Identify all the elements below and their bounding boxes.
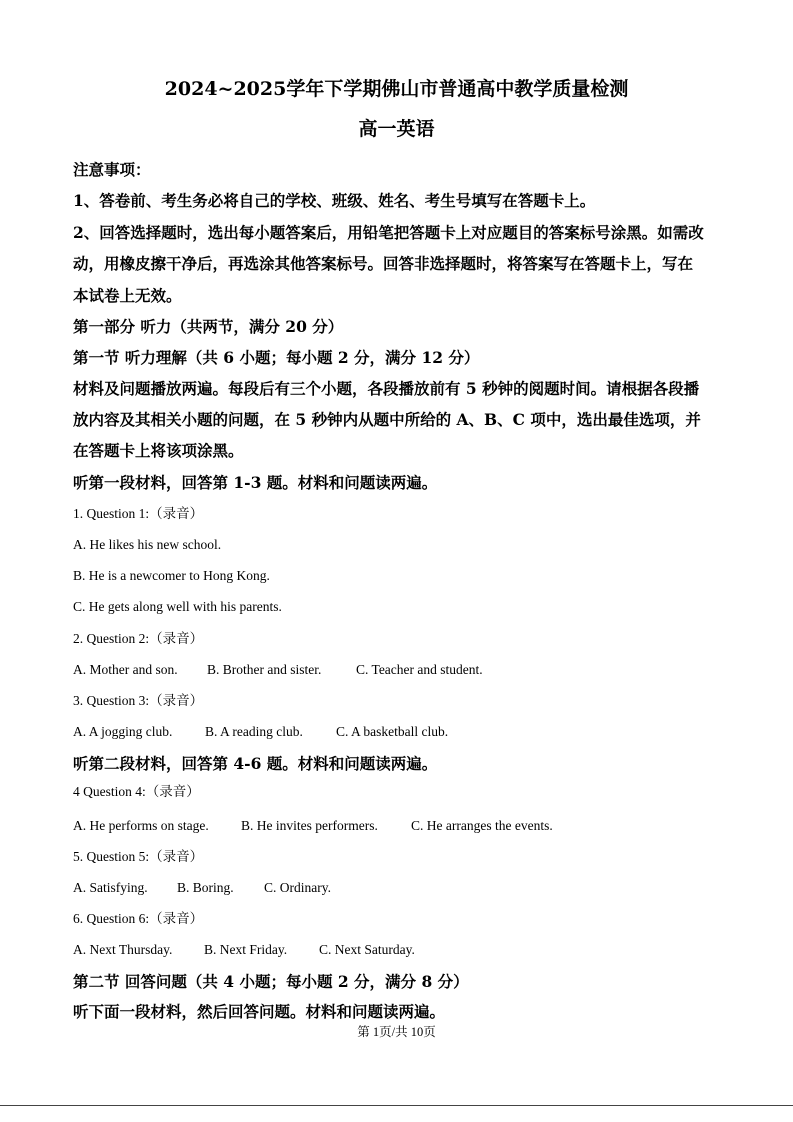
question-5-option-a: A. Satisfying.	[73, 880, 148, 895]
question-6-stem: 6. Question 6:（录音）	[73, 911, 204, 926]
question-6-option-a: A. Next Thursday.	[73, 942, 173, 957]
question-2-option-b: B. Brother and sister.	[207, 662, 322, 677]
question-1-option-c: C. He gets along well with his parents.	[73, 599, 282, 614]
question-2-option-c: C. Teacher and student.	[356, 662, 483, 677]
material2-heading: 听第二段材料，回答第 4-6 题。材料和问题读两遍。	[73, 754, 438, 773]
question-2-option-a: A. Mother and son.	[73, 662, 178, 677]
question-2-stem: 2. Question 2:（录音）	[73, 631, 204, 646]
question-5-stem: 5. Question 5:（录音）	[73, 849, 204, 864]
instructions-line-1: 材料及问题播放两遍。每段后有三个小题，各段播放前有 5 秒钟的阅题时间。请根据各段播	[73, 379, 700, 398]
question-3-options	[73, 725, 448, 739]
notice-item-1: 1、答卷前、考生务必将自己的学校、班级、姓名、考生号填写在答题卡上。	[73, 191, 596, 210]
exam-title: 2024~2025学年下学期佛山市普通高中教学质量检测	[164, 78, 629, 100]
question-5-option-b: B. Boring.	[177, 880, 234, 895]
notice-heading: 注意事项：	[73, 160, 151, 179]
section1-heading: 第一节 听力理解（共 6 小题；每小题 2 分，满分 12 分）	[73, 348, 480, 367]
question-4-option-c: C. He arranges the events.	[411, 818, 553, 833]
question-3-option-a: A. A jogging club.	[73, 724, 173, 739]
bottom-divider	[0, 1105, 793, 1106]
question-1-option-b: B. He is a newcomer to Hong Kong.	[73, 568, 270, 583]
question-1-option-a: A. He likes his new school.	[73, 537, 222, 552]
notice-item-2-line-2: 动，用橡皮擦干净后，再选涂其他答案标号。回答非选择题时，将答案写在答题卡上，写在	[73, 254, 694, 273]
material1-heading: 听第一段材料，回答第 1-3 题。材料和问题读两遍。	[73, 473, 438, 492]
page-number: 第 1页/共 10页	[357, 1025, 436, 1039]
notice-item-2-line-1: 2、回答选择题时，选出每小题答案后，用铅笔把答题卡上对应题目的答案标号涂黑。如需改	[73, 223, 704, 242]
question-3-option-b: B. A reading club.	[205, 724, 303, 739]
question-3-option-c: C. A basketball club.	[336, 724, 449, 739]
notice-item-2-line-3: 本试卷上无效。	[73, 286, 182, 305]
question-4-stem: 4 Question 4:（录音）	[73, 784, 200, 799]
question-1-stem: 1. Question 1:（录音）	[73, 506, 204, 521]
question-3-stem: 3. Question 3:（录音）	[73, 693, 204, 708]
question-6-option-c: C. Next Saturday.	[319, 942, 415, 957]
section2-instruction: 听下面一段材料，然后回答问题。材料和问题读两遍。	[73, 1002, 446, 1021]
question-6-options	[73, 943, 415, 957]
exam-subtitle: 高一英语	[358, 118, 435, 140]
question-5-options	[73, 881, 331, 895]
section2-heading: 第二节 回答问题（共 4 小题；每小题 2 分，满分 8 分）	[73, 972, 469, 991]
instructions-line-2: 放内容及其相关小题的问题，在 5 秒钟内从题中所给的 A、B、C 项中，选出最佳选项，并	[73, 410, 701, 429]
question-6-option-b: B. Next Friday.	[204, 942, 288, 957]
instructions-line-3: 在答题卡上将该项涂黑。	[73, 441, 244, 460]
question-4-option-a: A. He performs on stage.	[73, 818, 209, 833]
question-5-option-c: C. Ordinary.	[264, 880, 331, 895]
question-4-options	[73, 819, 553, 833]
part1-heading: 第一部分 听力（共两节，满分 20 分）	[73, 317, 344, 336]
question-2-options	[73, 663, 483, 677]
question-4-option-b: B. He invites performers.	[241, 818, 378, 833]
